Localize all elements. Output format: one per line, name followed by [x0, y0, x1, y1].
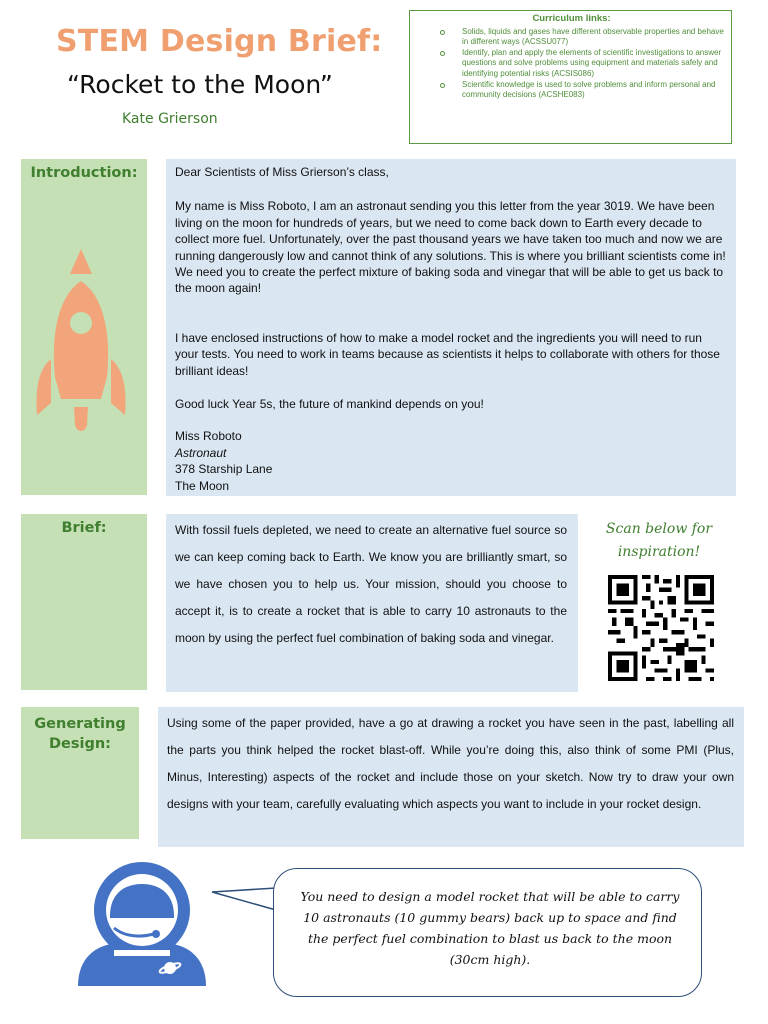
brief-text: With fossil fuels depleted, we need to create an alternative fuel source so we can keep coming back to Earth. We know you are brilliantly smart, so we have chosen you to help us. Your mission, should you choose to accept it, is to create a rocket that is able to carry 10 astronauts to the moon by using the perfect fuel combination of baking soda and vinegar. [166, 514, 578, 692]
signature-name: Miss Roboto [175, 429, 242, 444]
curriculum-links-box [409, 10, 732, 144]
signature-title: Astronaut [175, 445, 227, 460]
curriculum-list [418, 27, 725, 101]
speech-bubble-text: You need to design a model rocket that will be able to carry 10 astronauts (10 gummy bears) back up to space and find the perfect fuel combination to blast us back to the moon (30cm high). [300, 889, 680, 967]
letter-closing: Good luck Year 5s, the future of mankind depends on you! [175, 397, 484, 412]
letter-greeting: Dear Scientists of Miss Grierson’s class, [175, 165, 389, 179]
qr-code-icon[interactable] [605, 575, 717, 681]
introduction-label-box [21, 159, 147, 495]
scan-prompt-line: inspiration! [617, 544, 701, 560]
introduction-label: Introduction: [30, 165, 138, 181]
speech-bubble-tail [210, 880, 280, 920]
signature-address: 378 Starship Lane [175, 462, 273, 477]
generating-design-text: Using some of the paper provided, have a go at drawing a rocket you have seen in the past, labelling all the parts you think helped the rocket blast-off. While you’re doing this, also think of some PMI (Plus, Minus, Interesting) aspects of the rocket and include those on your sketch. Now try to draw your own designs with your team, carefully evaluating which aspects you want to include in your rocket design. [158, 707, 744, 847]
scan-prompt-line: Scan below for [605, 521, 713, 537]
introduction-letter [166, 159, 736, 496]
scan-prompt [596, 518, 722, 564]
curriculum-item: Identify, plan and apply the elements of scientific investigations to answer questions and solve problems using equipment and materials safely and identifying potential risks (ACSIS086) [462, 48, 725, 80]
letter-paragraph: I have enclosed instructions of how to make a model rocket and the ingredients you will need to run your tests. You need to work in teams because as scientists it helps to collaborate with others for those brilliant ideas! [175, 330, 720, 378]
generating-label-line: Generating [34, 716, 126, 732]
author-name: Kate Grierson [122, 111, 218, 127]
brief-label: Brief: [61, 520, 107, 536]
curriculum-item: Scientific knowledge is used to solve problems and inform personal and community decisions (ACSHE083) [462, 80, 725, 101]
page-title: STEM Design Brief: [56, 24, 383, 59]
curriculum-item: Solids, liquids and gases have different observable properties and behave in different ways (ACSSU077) [462, 26, 724, 47]
generating-design-label [21, 714, 139, 754]
signature-address: The Moon [175, 478, 230, 493]
generating-label-line: Design: [49, 736, 111, 752]
generating-design-label-box [21, 707, 139, 839]
curriculum-heading: Curriculum links: [532, 13, 611, 24]
rocket-icon [21, 247, 147, 447]
letter-paragraph: My name is Miss Roboto, I am an astronaut sending you this letter from the year 3019. We have been living on the moon for hundreds of years, but we need to come back down to Earth every decade to collect more fuel. Unfortunately, over the past thousand years we have taken too much and now we are running dangerously low and cannot think of any solutions. This is where you brilliant scientists come in! We need you to create the perfect mixture of baking soda and vinegar that will be able to get us back to the moon again! [175, 199, 726, 296]
astronaut-icon [72, 858, 212, 988]
brief-label-box [21, 514, 147, 690]
page-subtitle: “Rocket to the Moon” [67, 70, 333, 99]
